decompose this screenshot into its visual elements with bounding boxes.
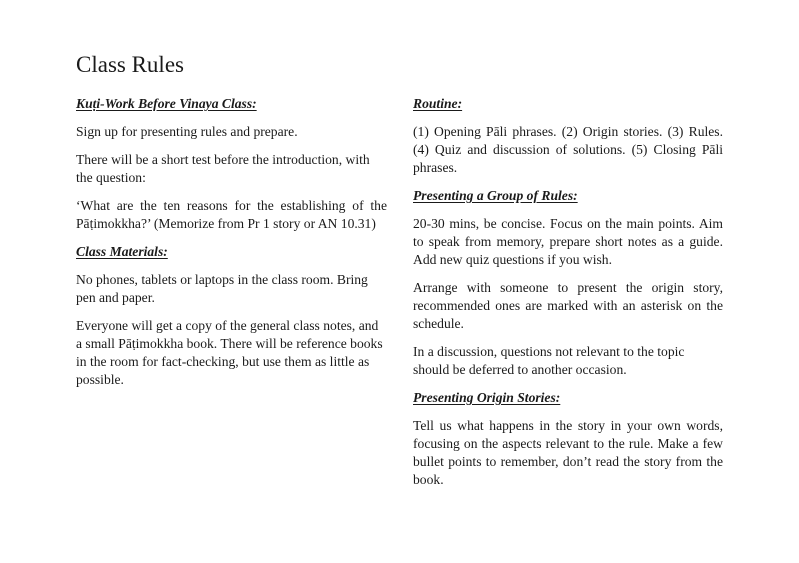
paragraph: In a discussion, questions not relevant to the topic should be deferred to another occasion. <box>413 344 685 377</box>
paragraph: (1) Opening Pāli phrases. (2) Origin stories. (3) Rules. (4) Quiz and discussion of solutions. (5) Closing Pāli phrases. <box>413 124 723 175</box>
paragraph: Arrange with someone to present the origin story, recommended ones are marked with an asterisk on the schedule. <box>413 280 723 331</box>
page-title: Class Rules <box>76 52 184 77</box>
section-heading-presenting-origin-stories: Presenting Origin Stories: <box>413 390 561 405</box>
right-column <box>413 95 723 499</box>
paragraph: Tell us what happens in the story in your own words, focusing on the aspects relevant to the rule. Make a few bullet points to remember, don’t read the story from the book. <box>413 418 723 487</box>
left-column <box>76 95 387 399</box>
paragraph: There will be a short test before the introduction, with the question: <box>76 152 370 185</box>
paragraph: Sign up for presenting rules and prepare. <box>76 124 298 139</box>
section-heading-routine: Routine: <box>413 96 463 111</box>
paragraph: 20-30 mins, be concise. Focus on the main points. Aim to speak from memory, prepare short notes as a guide. Add new quiz questions if you wish. <box>413 216 723 267</box>
paragraph: ‘What are the ten reasons for the establishing of the Pāṭimokkha?’ (Memorize from Pr 1 story or AN 10.31) <box>76 198 387 231</box>
section-heading-class-materials: Class Materials: <box>76 244 168 259</box>
section-heading-kuti-work: Kuṭi-Work Before Vinaya Class: <box>76 96 257 111</box>
section-heading-presenting-group-of-rules: Presenting a Group of Rules: <box>413 188 578 203</box>
paragraph: No phones, tablets or laptops in the class room. Bring pen and paper. <box>76 272 368 305</box>
paragraph: Everyone will get a copy of the general class notes, and a small Pāṭimokkha book. There will be reference books in the room for fact-checking, but use them as little as possible. <box>76 318 383 387</box>
